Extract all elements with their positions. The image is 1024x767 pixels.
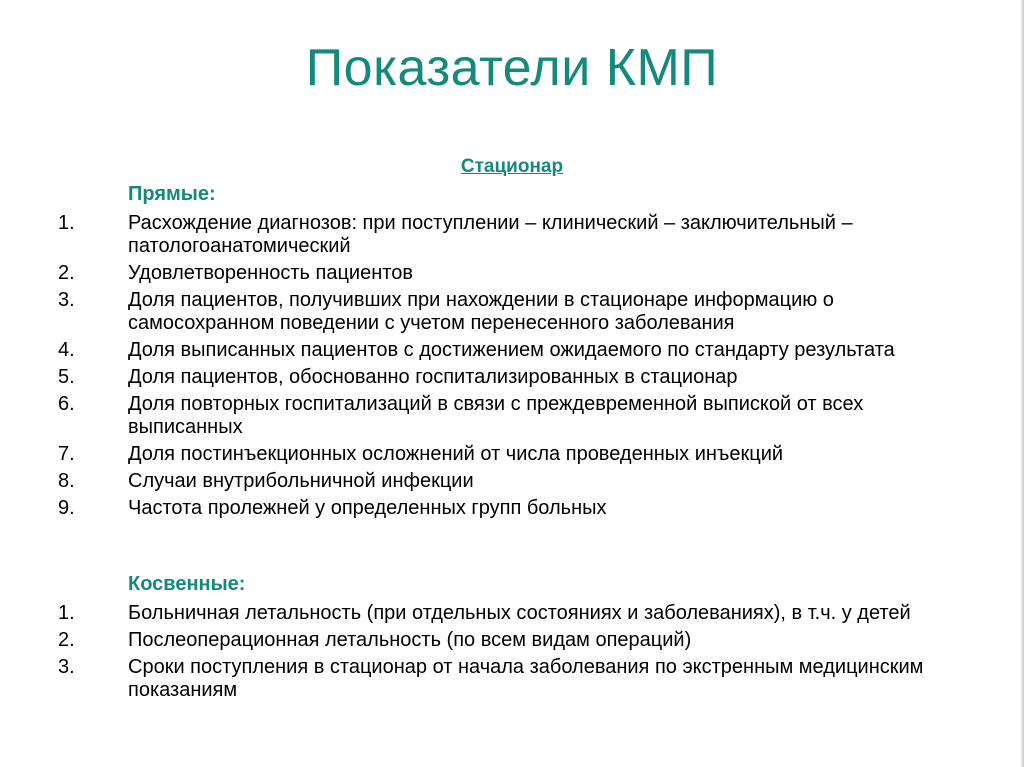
- item-text: Послеоперационная летальность (по всем видам операций): [128, 629, 692, 651]
- item-number: 2.: [58, 262, 75, 284]
- slide-title: Показатели КМП: [305, 39, 719, 97]
- item-number: 3.: [58, 656, 75, 678]
- item-text: Доля выписанных пациентов с достижением ожидаемого по стандарту результата: [128, 339, 895, 361]
- indirect-heading: Косвенные:: [128, 573, 246, 595]
- item-number: 7.: [58, 443, 75, 465]
- item-text: Доля пациентов, обоснованно госпитализированных в стационар: [128, 366, 738, 388]
- item-text: Доля повторных госпитализаций в связи с преждевременной выпиской от всех выписанных: [128, 393, 864, 438]
- item-text: Случаи внутрибольничной инфекции: [128, 470, 474, 492]
- direct-list: [0, 212, 1000, 524]
- list-item: [0, 366, 1000, 389]
- list-item: [0, 443, 1000, 466]
- item-number: 3.: [58, 289, 75, 311]
- item-number: 8.: [58, 470, 75, 492]
- item-number: 4.: [58, 339, 75, 361]
- item-number: 5.: [58, 366, 75, 388]
- list-item: [0, 212, 1000, 258]
- item-number: 9.: [58, 497, 75, 519]
- list-item: [0, 497, 1000, 520]
- indirect-list: [0, 602, 1000, 706]
- slide-edge-shadow: [1020, 0, 1024, 767]
- item-number: 1.: [58, 602, 75, 624]
- item-text: Частота пролежней у определенных групп больных: [128, 497, 607, 519]
- list-item: [0, 629, 1000, 652]
- section-subtitle: Стационар: [460, 156, 564, 177]
- item-text: Доля постинъекционных осложнений от числа проведенных инъекций: [128, 443, 784, 465]
- item-number: 1.: [58, 212, 75, 234]
- list-item: [0, 470, 1000, 493]
- item-text: Расхождение диагнозов: при поступлении – клинический – заключительный – патологоанатомический: [128, 212, 853, 257]
- list-item: [0, 289, 1000, 335]
- list-item: [0, 602, 1000, 625]
- list-item: [0, 339, 1000, 362]
- direct-heading: Прямые:: [128, 183, 216, 205]
- list-item: [0, 262, 1000, 285]
- list-item: [0, 656, 1000, 702]
- item-text: Удовлетворенность пациентов: [128, 262, 413, 284]
- list-item: [0, 393, 1000, 439]
- item-number: 6.: [58, 393, 75, 415]
- item-text: Сроки поступления в стационар от начала заболевания по экстренным медицинским показаниям: [128, 656, 924, 701]
- item-text: Больничная летальность (при отдельных состояниях и заболеваниях), в т.ч. у детей: [128, 602, 911, 624]
- item-text: Доля пациентов, получивших при нахождении в стационаре информацию о самосохранном поведении с учетом перенесенного заболевания: [128, 289, 834, 334]
- item-number: 2.: [58, 629, 75, 651]
